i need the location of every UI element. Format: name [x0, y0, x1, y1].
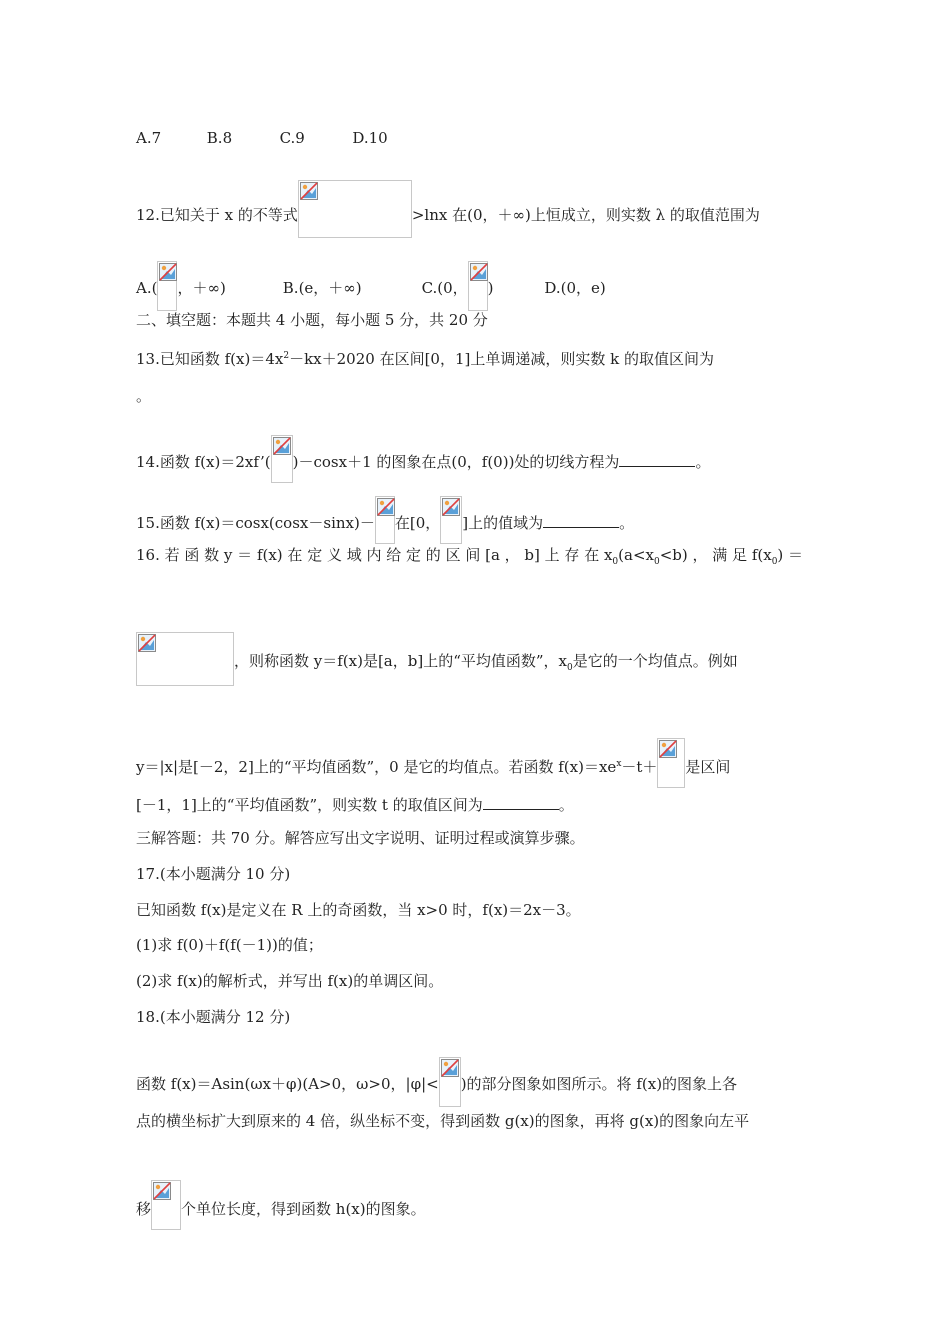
- q12-option-a-pre: A.(: [136, 279, 158, 297]
- broken-image-icon: [439, 1057, 461, 1107]
- q17-title: 17.(本小题满分 10 分): [136, 865, 291, 883]
- broken-image-icon: [375, 496, 395, 544]
- q17-part-2: (2)求 f(x)的解析式，并写出 f(x)的单调区间。: [136, 972, 444, 990]
- q14-stem: [136, 435, 710, 483]
- q13-text-b: －kx＋2020 在区间[0，1]上单调递减，则实数 k 的取值区间为: [289, 350, 714, 368]
- q12-option-c: [422, 261, 540, 311]
- q16-text-2a: ，则称函数 y＝f(x)是[a，b]上的“平均值函数”，x: [234, 652, 568, 670]
- q16-end: 。: [558, 796, 574, 814]
- q16-text-1a: 16. 若 函 数 y ＝ f(x) 在 定 义 域 内 给 定 的 区 间 [a ， b] 上 存 在 x: [136, 546, 613, 564]
- q16-subscript: 0: [567, 663, 573, 673]
- q16-subscript: 0: [653, 557, 660, 567]
- broken-image-icon: [157, 261, 177, 311]
- image-placeholder-icon: [377, 498, 395, 516]
- section-2-heading: 二、填空题：本题共 4 小题，每小题 5 分，共 20 分: [136, 311, 488, 329]
- q16-line-3: [136, 738, 730, 788]
- q18-text-1b: )的部分图象如图所示。将 f(x)的图象上各: [460, 1075, 738, 1093]
- q16-text-1d: ) ＝: [777, 546, 804, 564]
- image-placeholder-icon: [300, 182, 318, 200]
- q13-text-a: 13.已知函数 f(x)＝4x: [136, 350, 284, 368]
- q18-text-3a: 移: [136, 1200, 152, 1218]
- q15-answer-blank: [543, 511, 619, 528]
- q12-option-c-pre: C.(0，: [421, 279, 468, 297]
- q16-line-2: [136, 632, 738, 686]
- broken-image-icon: [657, 738, 685, 788]
- q16-text-1c: <b) ， 满 足 f(x: [659, 546, 772, 564]
- q12-prefix: 12.已知关于 x 的不等式: [136, 206, 298, 224]
- broken-image-icon: [271, 435, 293, 483]
- q15-text-c: ]上的值域为: [462, 514, 544, 532]
- q12-option-c-post: ): [487, 279, 494, 297]
- q16-subscript: 0: [612, 557, 619, 567]
- q16-text-4a: [－1，1]上的“平均值函数”，则实数 t 的取值区间为: [136, 796, 483, 814]
- q12-option-a: [136, 261, 278, 311]
- q15-stem: [136, 496, 634, 544]
- image-placeholder-icon: [138, 634, 156, 652]
- q12-option-d: D.(0，e): [544, 279, 606, 297]
- q15-text-b: 在[0，: [394, 514, 441, 532]
- q16-text-3c: 是区间: [685, 758, 731, 776]
- q17-part-1: (1)求 f(0)＋f(f(－1))的值；: [136, 936, 323, 954]
- q16-text-3a: y＝|x|是[－2，2]上的“平均值函数”，0 是它的均值点。若函数 f(x)＝xe: [136, 758, 617, 776]
- q18-title: 18.(本小题满分 12 分): [136, 1008, 291, 1026]
- q16-answer-blank: [483, 793, 559, 810]
- q11-option-c: C.9: [279, 129, 305, 147]
- q15-text-a: 15.函数 f(x)＝cosx(cosx－sinx)－: [136, 514, 375, 532]
- broken-image-icon: [298, 180, 412, 238]
- q12-options-row: [136, 261, 606, 311]
- q18-text-1a: 函数 f(x)＝Asin(ωx＋φ)(A>0，ω>0，|φ|<: [136, 1075, 439, 1093]
- section-3-heading: 三解答题：共 70 分。解答应写出文字说明、证明过程或演算步骤。: [136, 829, 585, 847]
- q13-exponent: 2: [283, 351, 290, 361]
- q13-stem: [136, 346, 714, 369]
- q18-line-1: [136, 1057, 737, 1107]
- q18-text-3b: 个单位长度，得到函数 h(x)的图象。: [181, 1200, 426, 1218]
- q11-option-b: B.8: [206, 129, 233, 147]
- q12-option-a-post: ，＋∞): [177, 279, 226, 297]
- q14-answer-blank: [619, 450, 695, 467]
- q17-stem: 已知函数 f(x)是定义在 R 上的奇函数，当 x>0 时，f(x)＝2x－3。: [136, 901, 581, 919]
- q11-option-d: D.10: [352, 129, 388, 147]
- q16-subscript: 0: [771, 557, 778, 567]
- q14-end: 。: [695, 453, 711, 471]
- q11-options-row: [136, 128, 388, 148]
- image-placeholder-icon: [659, 740, 677, 758]
- q16-text-1b: (a<x: [618, 546, 654, 564]
- q18-line-3: [136, 1180, 426, 1230]
- q16-text-2b: 是它的一个均值点。例如: [572, 652, 738, 670]
- q16-text-3b: －t＋: [621, 758, 658, 776]
- q16-line-4: [136, 793, 574, 815]
- broken-image-icon: [136, 632, 234, 686]
- q12-option-b: B.(e，＋∞): [282, 279, 362, 297]
- broken-image-icon: [151, 1180, 181, 1230]
- q14-text-a: 14.函数 f(x)＝2xf’(: [136, 453, 271, 471]
- q12-suffix: >lnx 在(0，＋∞)上恒成立，则实数 λ 的取值范围为: [411, 206, 760, 224]
- broken-image-icon: [440, 496, 462, 544]
- q15-end: 。: [619, 514, 635, 532]
- broken-image-icon: [468, 261, 488, 311]
- q14-text-b: )－cosx＋1 的图象在点(0，f(0))处的切线方程为: [292, 453, 620, 471]
- image-placeholder-icon: [470, 263, 488, 281]
- image-placeholder-icon: [273, 437, 291, 455]
- q16-superscript: x: [616, 759, 622, 769]
- q13-end: 。: [136, 387, 152, 405]
- image-placeholder-icon: [159, 263, 177, 281]
- image-placeholder-icon: [153, 1182, 171, 1200]
- q11-option-a: A.7: [136, 129, 162, 147]
- q12-stem: [136, 180, 760, 238]
- q16-line-1: [136, 545, 803, 572]
- image-placeholder-icon: [442, 498, 460, 516]
- image-placeholder-icon: [441, 1059, 459, 1077]
- q18-line-2: 点的横坐标扩大到原来的 4 倍，纵坐标不变，得到函数 g(x)的图象，再将 g(x)的图象向左平: [136, 1112, 750, 1130]
